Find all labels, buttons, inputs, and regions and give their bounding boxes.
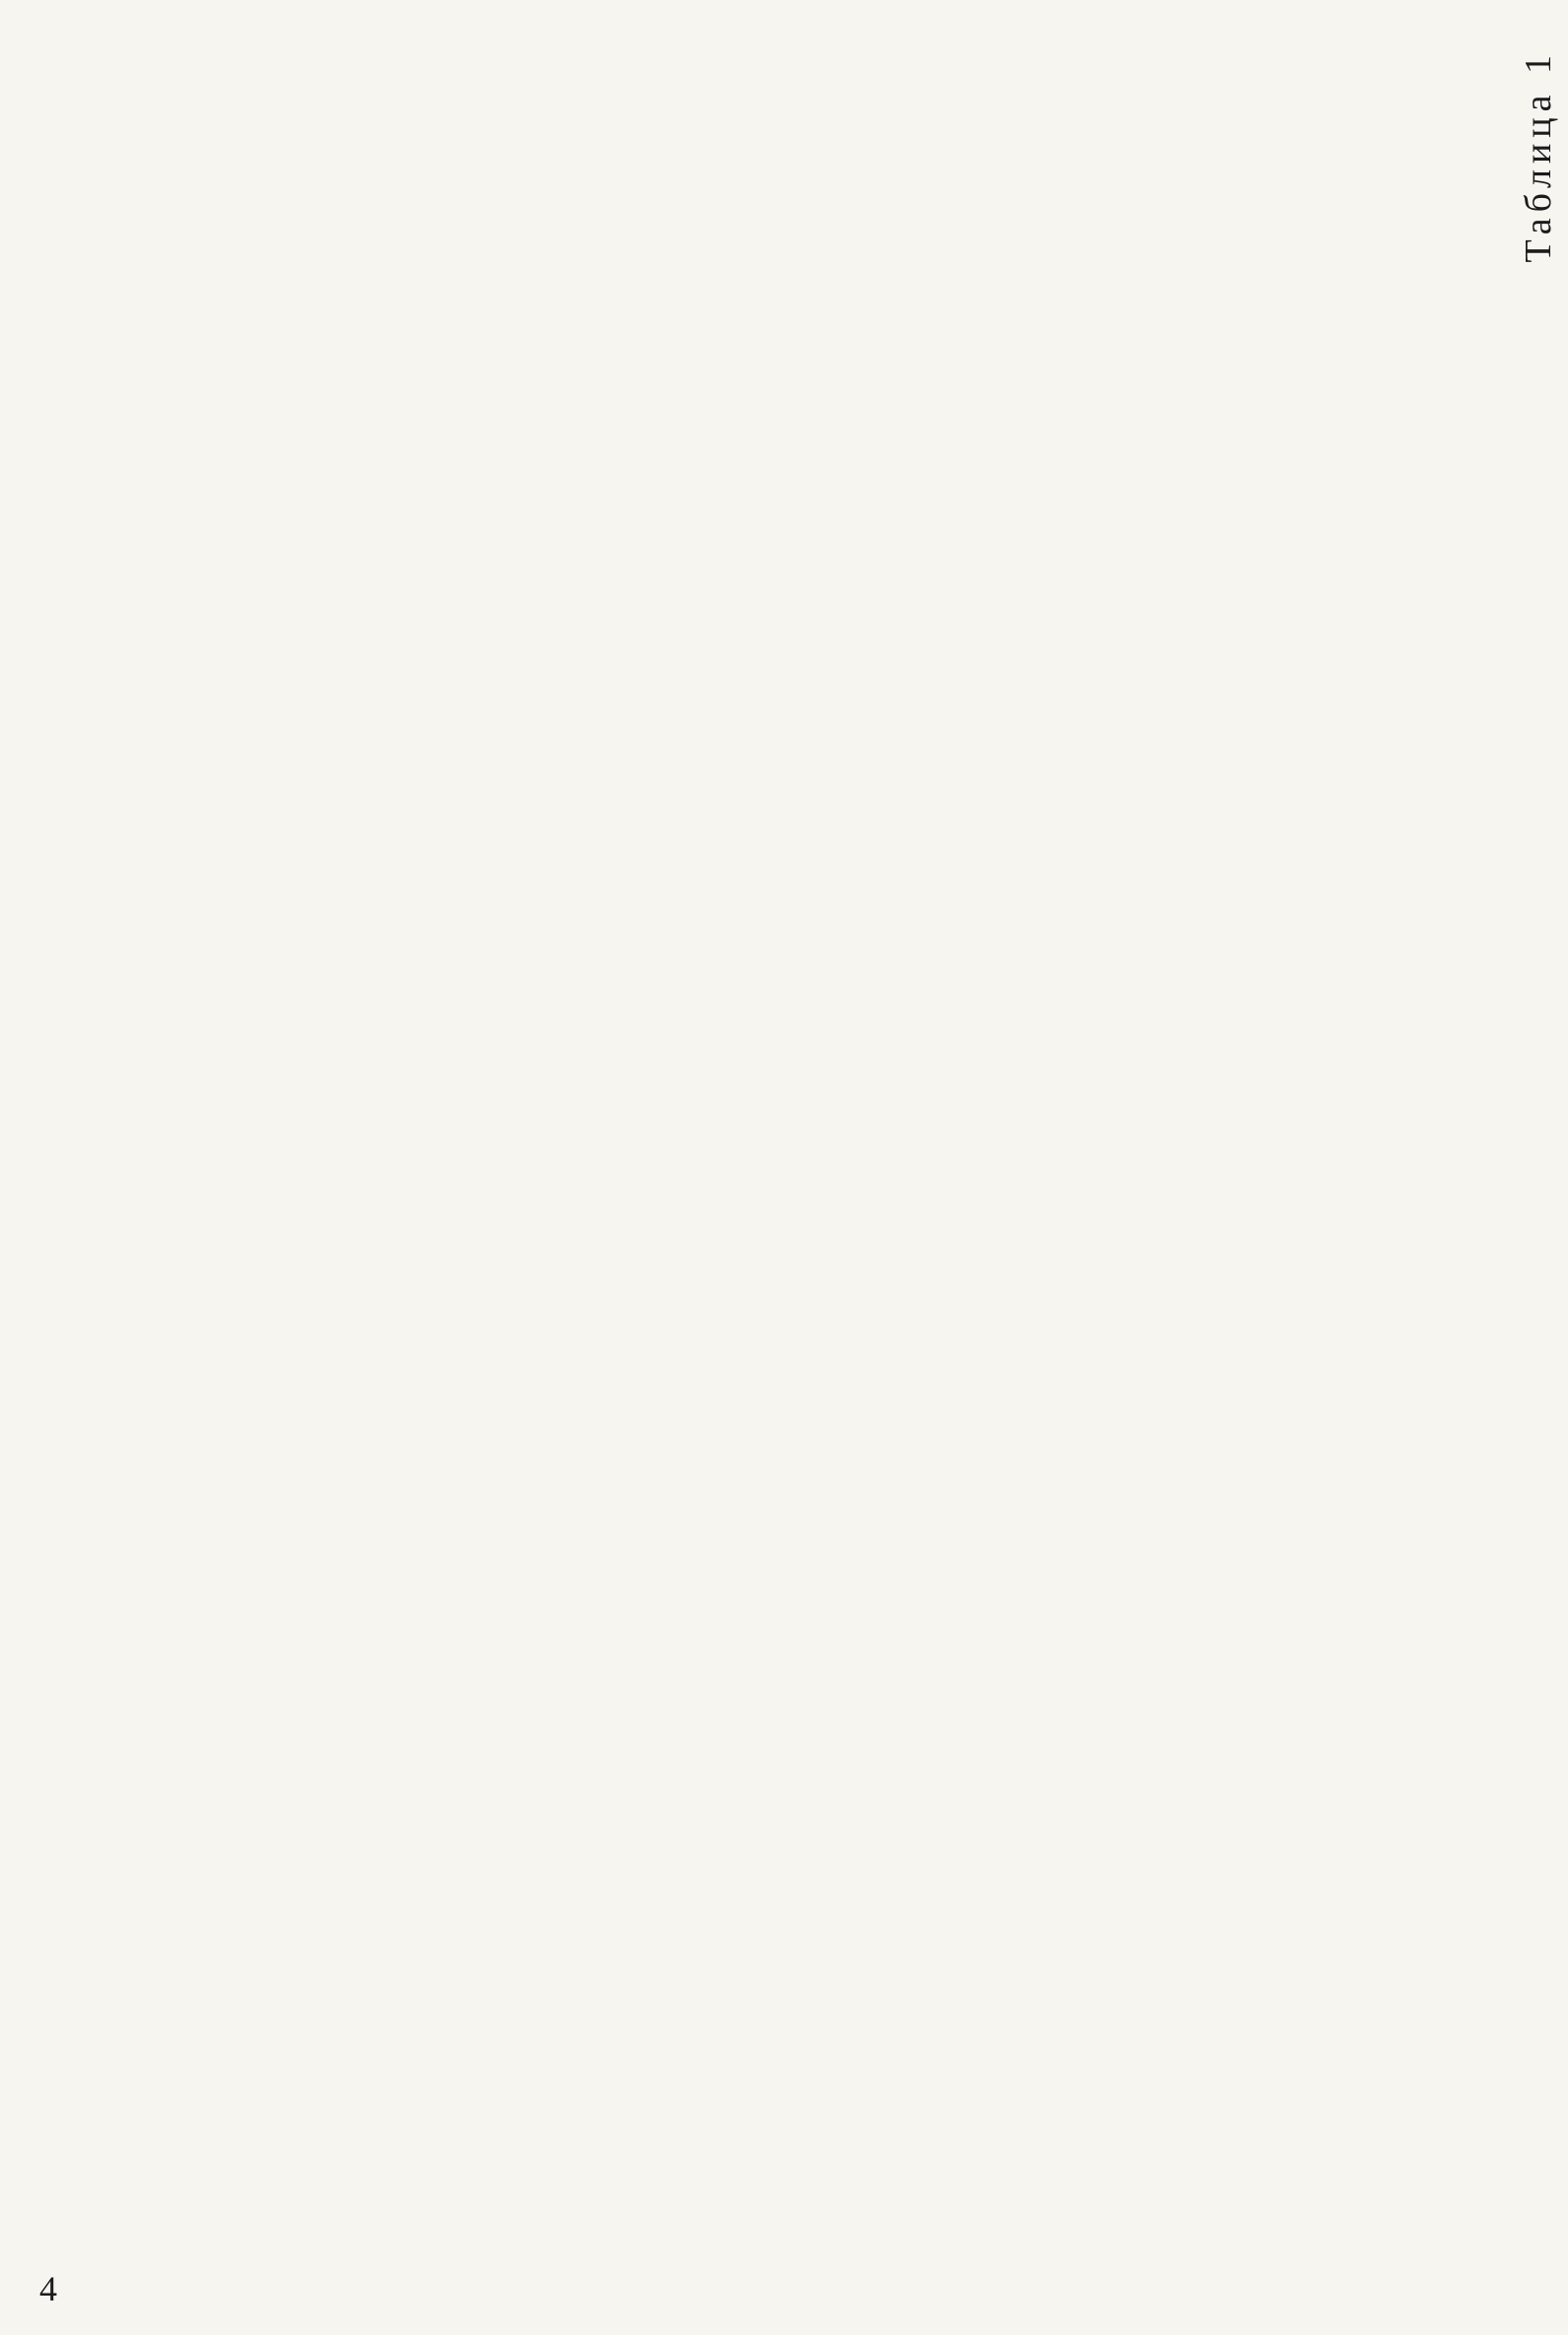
rotated-page-content	[1477, 39, 1568, 2296]
table-caption: Таблица 1	[1518, 49, 1559, 263]
page-number: 4	[39, 2269, 57, 2308]
